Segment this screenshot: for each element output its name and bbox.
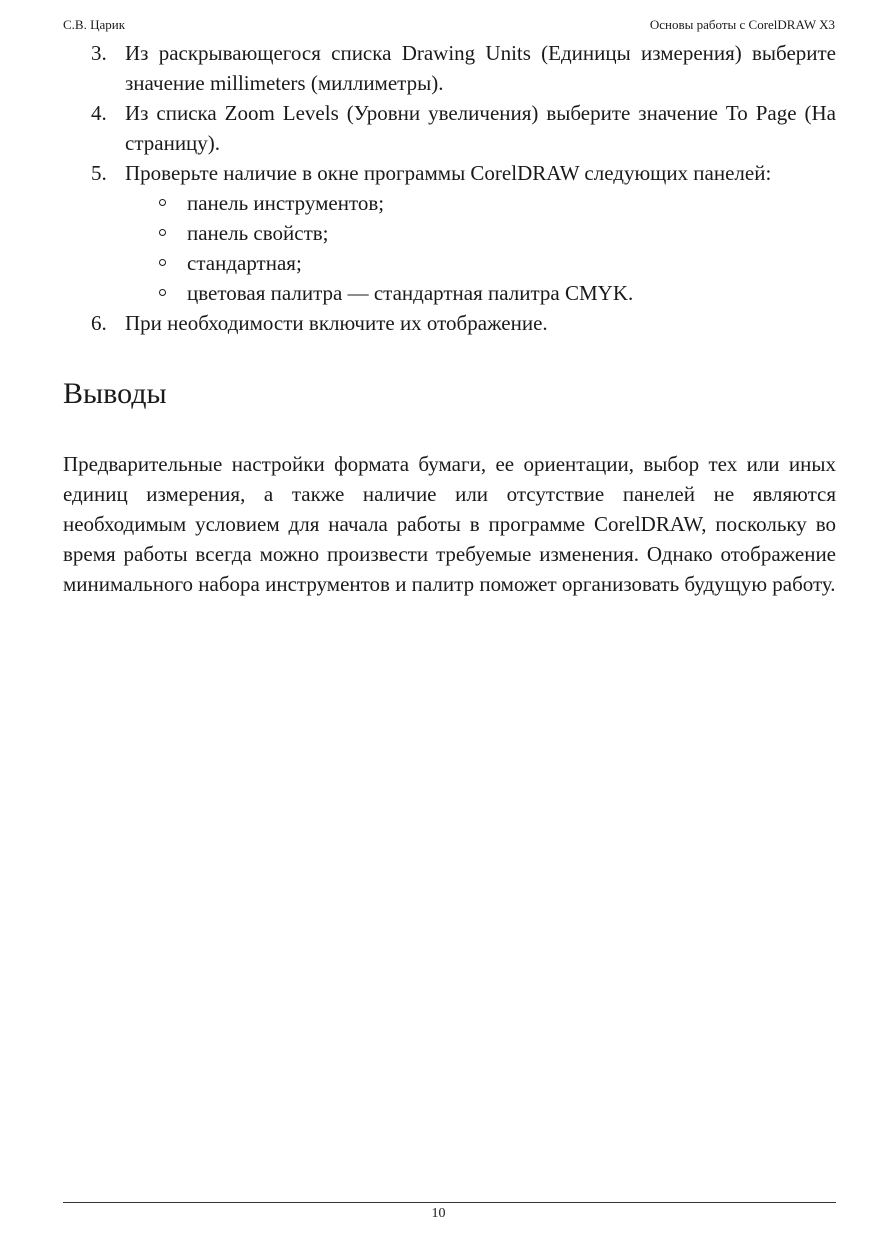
page-number: 10 [431,1206,446,1221]
step-number: 4. [91,101,107,125]
step-number: 3. [91,41,107,65]
hollow-bullet-icon [159,199,166,206]
list-item [91,308,836,338]
sublist-item [187,188,836,218]
sublist-item [187,218,836,248]
hollow-bullet-icon [159,259,166,266]
hollow-bullet-icon [159,229,166,236]
footer-divider [63,1202,836,1203]
step-text: Из раскрывающегося списка Drawing Units (Единицы измерения) выберите значение millimeters (миллиметры). [125,41,836,95]
conclusion-paragraph: Предварительные настройки формата бумаги, ее ориентации, выбор тех или иных единиц измерения, а также наличие или отсутствие панелей не являются необходимым условием для начала работы в программе CorelDRAW, поскольку во время работы всегда можно произвести требуемые изменения. Однако отображение минимального набора инструментов и палитр поможет организовать будущую работу. [63,452,836,596]
panels-sublist [125,188,836,308]
running-header [63,16,835,34]
sublist-item [187,248,836,278]
step-text: Из списка Zoom Levels (Уровни увеличения) выберите значение To Page (На страницу). [125,101,836,155]
header-author: С.В. Царик [63,17,126,32]
header-book-title: Основы работы с CorelDRAW X3 [649,17,835,32]
section-heading: Выводы [63,377,167,410]
list-item [91,98,836,158]
step-number: 5. [91,161,107,185]
sublist-item-text: панель инструментов; [187,191,385,215]
list-item [91,38,836,98]
hollow-bullet-icon [159,289,166,296]
page-content [63,38,836,599]
list-item [91,158,836,308]
steps-list [63,38,836,338]
step-text: Проверьте наличие в окне программы CorelDRAW следующих панелей: [125,161,772,185]
sublist-item [187,278,836,308]
step-text: При необходимости включите их отображение. [125,311,548,335]
sublist-item-text: стандартная; [187,251,302,275]
step-number: 6. [91,311,107,335]
sublist-item-text: цветовая палитра — стандартная палитра CMYK. [187,281,634,305]
sublist-item-text: панель свойств; [187,221,329,245]
